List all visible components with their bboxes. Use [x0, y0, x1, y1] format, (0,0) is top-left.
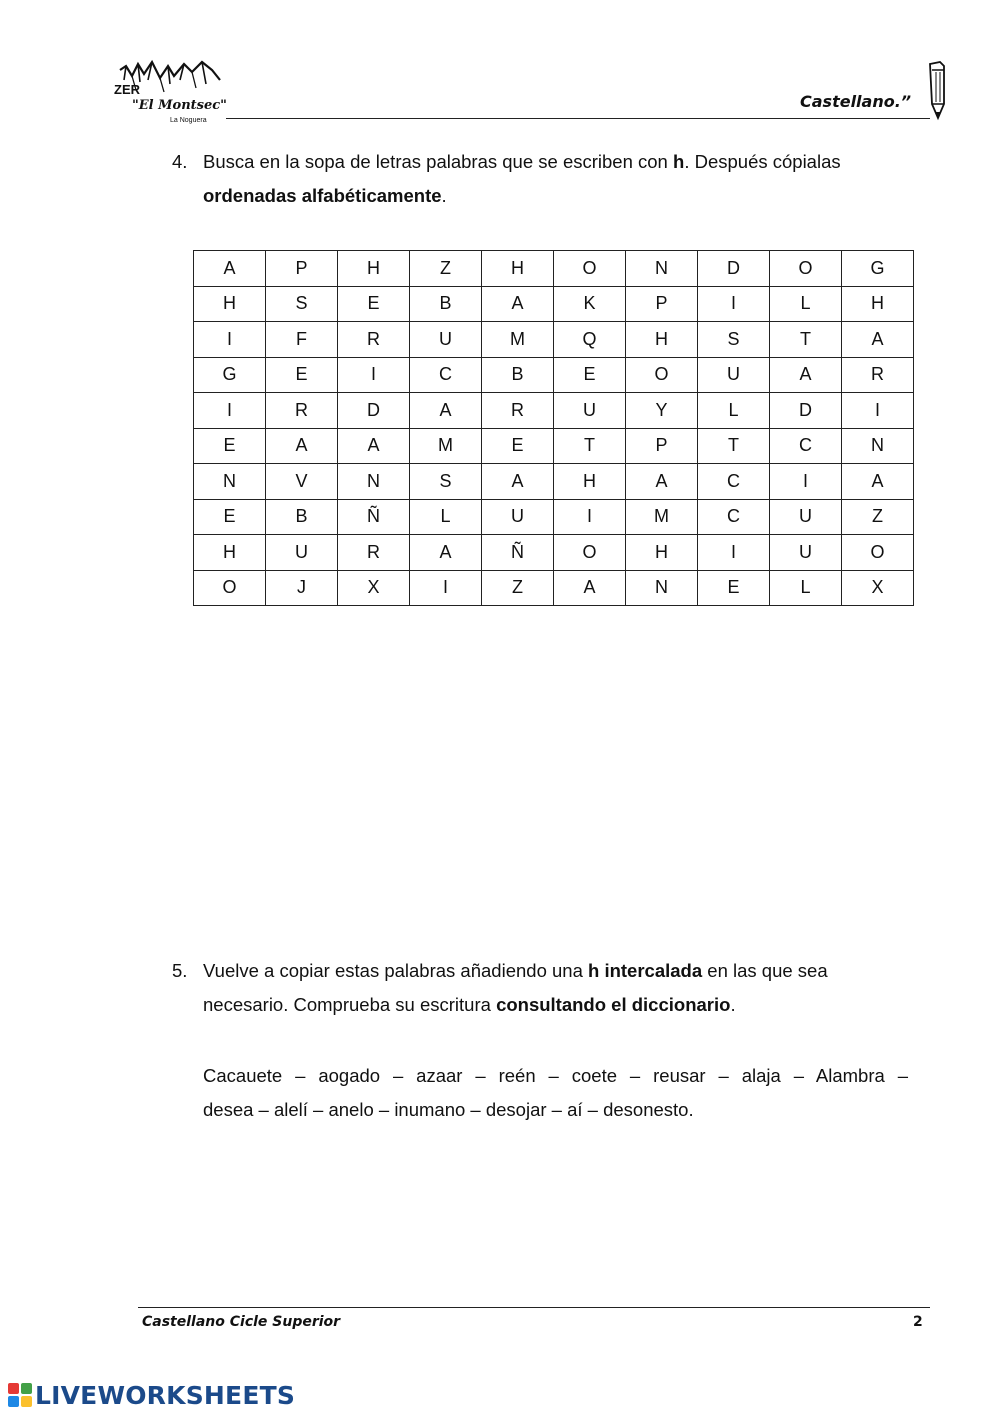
- grid-cell: F: [266, 322, 338, 358]
- grid-cell: A: [626, 464, 698, 500]
- grid-cell: C: [698, 464, 770, 500]
- grid-cell: E: [194, 428, 266, 464]
- exercise-5-text-d: .: [730, 994, 736, 1015]
- grid-cell: I: [698, 286, 770, 322]
- grid-cell: H: [194, 286, 266, 322]
- exercise-5-bold-h-intercalada: h intercalada: [588, 960, 703, 981]
- header-rule: [226, 118, 930, 119]
- grid-cell: A: [842, 464, 914, 500]
- grid-cell: H: [626, 322, 698, 358]
- grid-cell: V: [266, 464, 338, 500]
- grid-cell: A: [266, 428, 338, 464]
- grid-cell: G: [842, 251, 914, 287]
- grid-cell: I: [194, 393, 266, 429]
- exercise-5-number: 5.: [172, 960, 188, 981]
- footer-course: Castellano Cicle Superior: [142, 1314, 341, 1330]
- grid-cell: A: [554, 570, 626, 606]
- grid-cell: O: [770, 251, 842, 287]
- grid-row: [194, 322, 914, 358]
- grid-cell: I: [194, 322, 266, 358]
- grid-cell: P: [626, 428, 698, 464]
- grid-cell: Z: [482, 570, 554, 606]
- pencil-icon: [924, 60, 950, 122]
- grid-cell: L: [698, 393, 770, 429]
- page-header-title: Castellano.”: [800, 92, 912, 111]
- grid-cell: A: [410, 535, 482, 571]
- grid-cell: Ñ: [338, 499, 410, 535]
- grid-cell: A: [410, 393, 482, 429]
- grid-cell: U: [698, 357, 770, 393]
- grid-cell: E: [482, 428, 554, 464]
- grid-cell: H: [554, 464, 626, 500]
- liveworksheets-brand[interactable]: [8, 1380, 295, 1410]
- liveworksheets-wordmark: LIVEWORKSHEETS: [35, 1380, 296, 1410]
- grid-cell: U: [410, 322, 482, 358]
- grid-cell: I: [842, 393, 914, 429]
- grid-row: [194, 464, 914, 500]
- grid-cell: N: [194, 464, 266, 500]
- exercise-5-words-line-1: Cacauete – aogado – azaar – reén – coete – reusar – alaja – Alambra –: [203, 1065, 908, 1086]
- grid-cell: Z: [410, 251, 482, 287]
- footer-page-number: 2: [913, 1314, 923, 1330]
- exercise-4-instruction: [203, 145, 913, 213]
- exercise-5-words-line-2: desea – alelí – anelo – inumano – desojar – aí – desonesto.: [203, 1099, 694, 1120]
- grid-row: [194, 499, 914, 535]
- grid-cell: O: [554, 251, 626, 287]
- grid-row: [194, 286, 914, 322]
- grid-cell: U: [770, 499, 842, 535]
- grid-cell: A: [482, 286, 554, 322]
- exercise-4-text-a: Busca en la sopa de letras palabras que se escriben con: [203, 151, 673, 172]
- grid-cell: U: [554, 393, 626, 429]
- grid-cell: H: [338, 251, 410, 287]
- grid-cell: B: [482, 357, 554, 393]
- grid-cell: A: [338, 428, 410, 464]
- grid-cell: I: [770, 464, 842, 500]
- grid-cell: R: [266, 393, 338, 429]
- grid-row: [194, 570, 914, 606]
- grid-cell: Y: [626, 393, 698, 429]
- grid-cell: A: [770, 357, 842, 393]
- grid-row: [194, 251, 914, 287]
- grid-cell: S: [410, 464, 482, 500]
- grid-cell: P: [266, 251, 338, 287]
- grid-cell: L: [770, 286, 842, 322]
- exercise-4-text-b: . Después cópialas: [684, 151, 841, 172]
- grid-cell: N: [338, 464, 410, 500]
- grid-cell: A: [842, 322, 914, 358]
- grid-cell: G: [194, 357, 266, 393]
- grid-cell: D: [338, 393, 410, 429]
- grid-cell: Ñ: [482, 535, 554, 571]
- logo-subtitle: La Noguera: [170, 117, 207, 124]
- grid-cell: L: [410, 499, 482, 535]
- exercise-4-text-c: .: [441, 185, 447, 206]
- grid-cell: Z: [842, 499, 914, 535]
- grid-row: [194, 357, 914, 393]
- grid-cell: T: [698, 428, 770, 464]
- grid-cell: O: [626, 357, 698, 393]
- grid-cell: P: [626, 286, 698, 322]
- grid-row: [194, 535, 914, 571]
- grid-cell: X: [842, 570, 914, 606]
- grid-cell: E: [194, 499, 266, 535]
- grid-cell: N: [842, 428, 914, 464]
- grid-cell: D: [698, 251, 770, 287]
- grid-cell: X: [338, 570, 410, 606]
- grid-cell: C: [410, 357, 482, 393]
- grid-cell: H: [626, 535, 698, 571]
- grid-cell: U: [266, 535, 338, 571]
- grid-cell: M: [482, 322, 554, 358]
- grid-cell: E: [338, 286, 410, 322]
- grid-cell: N: [626, 251, 698, 287]
- grid-row: [194, 393, 914, 429]
- grid-cell: C: [698, 499, 770, 535]
- grid-cell: O: [194, 570, 266, 606]
- grid-cell: N: [626, 570, 698, 606]
- grid-row: [194, 428, 914, 464]
- grid-cell: H: [194, 535, 266, 571]
- grid-cell: I: [554, 499, 626, 535]
- grid-cell: U: [770, 535, 842, 571]
- grid-cell: I: [410, 570, 482, 606]
- logo-school-name: "El Montsec": [132, 98, 227, 113]
- grid-cell: D: [770, 393, 842, 429]
- grid-cell: T: [770, 322, 842, 358]
- exercise-5-text-a: Vuelve a copiar estas palabras añadiendo una: [203, 960, 589, 981]
- grid-cell: Q: [554, 322, 626, 358]
- grid-cell: M: [410, 428, 482, 464]
- grid-cell: H: [842, 286, 914, 322]
- grid-cell: R: [338, 322, 410, 358]
- grid-cell: B: [410, 286, 482, 322]
- exercise-5-bold-diccionario: consultando el diccionario: [496, 994, 731, 1015]
- exercise-5-text-b: en las que sea: [702, 960, 828, 981]
- grid-cell: L: [770, 570, 842, 606]
- grid-cell: E: [698, 570, 770, 606]
- grid-cell: I: [338, 357, 410, 393]
- grid-cell: S: [266, 286, 338, 322]
- word-search-grid: [193, 250, 914, 606]
- grid-cell: R: [842, 357, 914, 393]
- exercise-5-text-c: necesario. Comprueba su escritura: [203, 994, 497, 1015]
- grid-cell: K: [554, 286, 626, 322]
- grid-cell: R: [482, 393, 554, 429]
- grid-cell: I: [698, 535, 770, 571]
- exercise-4-bold-ordenadas: ordenadas alfabéticamente: [203, 185, 442, 206]
- grid-cell: U: [482, 499, 554, 535]
- exercise-5-instruction: [203, 954, 913, 1022]
- grid-cell: R: [338, 535, 410, 571]
- exercise-4-number: 4.: [172, 151, 188, 172]
- grid-cell: O: [842, 535, 914, 571]
- grid-cell: E: [266, 357, 338, 393]
- footer-rule: [138, 1307, 930, 1308]
- grid-cell: C: [770, 428, 842, 464]
- grid-cell: E: [554, 357, 626, 393]
- logo-zer-text: ZER: [114, 82, 140, 97]
- liveworksheets-logo-icon: [8, 1383, 32, 1407]
- grid-cell: B: [266, 499, 338, 535]
- grid-cell: J: [266, 570, 338, 606]
- grid-cell: S: [698, 322, 770, 358]
- grid-cell: T: [554, 428, 626, 464]
- grid-cell: H: [482, 251, 554, 287]
- grid-cell: A: [194, 251, 266, 287]
- grid-cell: O: [554, 535, 626, 571]
- exercise-4-bold-h: h: [673, 151, 685, 172]
- grid-cell: A: [482, 464, 554, 500]
- grid-cell: M: [626, 499, 698, 535]
